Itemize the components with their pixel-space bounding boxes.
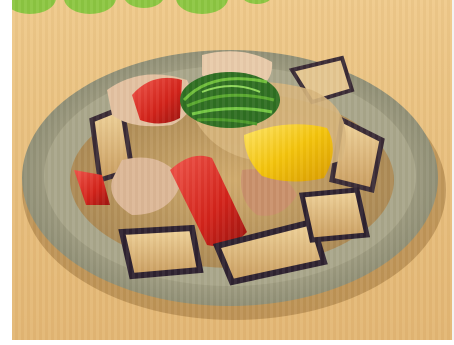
food-photo xyxy=(12,0,454,340)
placemat-texture xyxy=(12,0,452,340)
